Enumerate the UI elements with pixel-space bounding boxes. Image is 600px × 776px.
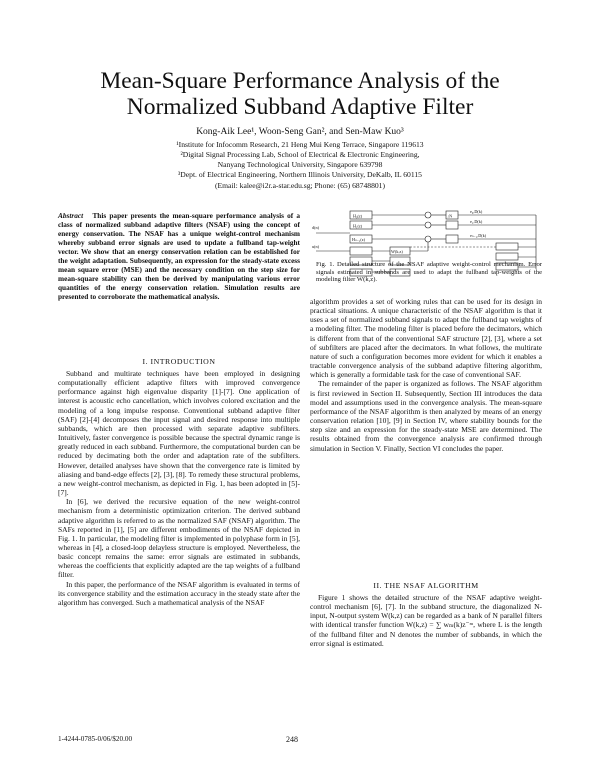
intro-paragraph: Subband and multirate techniques have been employed in designing computationally efficient adaptive filters with improved convergence performance against high eigenvalue disparity [1]-[7]. One application of interest is acoustic echo cancellation, which involves colored excitation and the modeling of a long impulse response. Conventional subband adaptive filter (SAF) [2]-[4] decomposes the input signal and desired response into multiple subbands, which are then processed with separate adaptive subfilters. Intuitively, faster convergence is possible because the spectral dynamic range is greatly reduced in each subband. Furthermore, the computational burden can be reduced by decimating both the order and adaptation rate of the subfilters. However, detailed analyses have shown that the convergence rate is limited by aliasing and band-edge effects [2], [3], [8]. To remedy these structural problems, a new weight-control mechanism, as depicted in Fig. 1, has been adopted in [5]-[7]. bbox=[58, 369, 300, 498]
section-2-body: Figure 1 shows the detailed structure of the NSAF adaptive weight-control mechanism [6], [7]. In the subband structure, the diagonalized N-input, N-output system W(k,z) can be regarded as a bank of N parallel filters with identical transfer function W(k,z) = ∑ wₘ(k)z⁻ᵐ, where L is the length of the fullband filter and N denotes the number of subbands, in which the error signal is estimated. bbox=[310, 593, 542, 648]
affiliation-2-cont: Nanyang Technological University, Singapore 639798 bbox=[217, 160, 383, 169]
introduction-body bbox=[58, 369, 300, 607]
label-h1: H₁(z) bbox=[353, 223, 363, 229]
affiliation-2: ²Digital Signal Processing Lab, School of Electrical & Electronic Engineering, bbox=[180, 150, 420, 159]
label-w: W(k,z) bbox=[391, 249, 403, 254]
copyright-code: 1-4244-0785-0/06/$20.00 bbox=[58, 735, 133, 743]
label-h0: H₀(z) bbox=[353, 213, 363, 219]
abstract bbox=[58, 211, 300, 301]
figure-1-caption: Fig. 1. Detailed structure of the NSAF adaptive weight-control mechanism. Error signals estimated in subbands are used to adapt the fullband tap-weights of the modeling filter W(k,z). bbox=[316, 261, 542, 284]
affiliation-1: ¹Institute for Infocomm Research, 21 Heng Mui Keng Terrace, Singapore 119613 bbox=[176, 140, 424, 149]
intro-paragraph: The remainder of the paper is organized as follows. The NSAF algorithm is first reviewed in Section II. Subsequently, Section III introduces the data model and assumptions used in the convergence analysis. The mean-square performance of the NSAF algorithm is then analyzed by means of an energy conservation relation [10], [9] in Section IV, where stability bounds for the step size and an expression for the steady-state MSE are determined. The results obtained from the convergence analysis are confirmed through simulation in Section V. Finally, Section VI concludes the paper. bbox=[310, 379, 542, 453]
intro-paragraph: In this paper, the performance of the NSAF algorithm is evaluated in terms of its convergence stability and the estimation accuracy in the steady state after the algorithm has converged. Such a mathematical analysis of the NSAF bbox=[58, 579, 300, 607]
section-2-heading: II. THE NSAF ALGORITHM bbox=[373, 581, 479, 590]
affiliation-3: ³Dept. of Electrical Engineering, Northern Illinois University, DeKalb, IL 60115 bbox=[178, 170, 422, 179]
contact-info: (Email: kalee@i2r.a-star.edu.sg; Phone: (65) 68748801) bbox=[214, 181, 385, 190]
right-column-body bbox=[310, 297, 542, 453]
label-e0: e₀,D(k) bbox=[470, 209, 483, 214]
label-decimator: ↓N bbox=[447, 213, 453, 219]
label-en: eₙ₋₁,D(k) bbox=[470, 233, 487, 238]
label-un: u(n) bbox=[312, 244, 319, 249]
author-list: Kong-Aik Lee¹, Woon-Seng Gan², and Sen-Maw Kuo³ bbox=[196, 127, 404, 137]
abstract-label: Abstract bbox=[58, 211, 84, 220]
paper-title-line-1: Mean-Square Performance Analysis of the bbox=[100, 68, 500, 94]
section-1-heading: I. INTRODUCTION bbox=[142, 357, 216, 366]
intro-paragraph: In [6], we derived the recursive equation of the new weight-control mechanism from a deterministic optimization criterion. The derived subband adaptive algorithm is referred to as the normalized SAF (NSAF) algorithm. The SAFs reported in [1], [5] are different embodiments of the NSAF depicted in Fig. 1. In particular, the modeling filter is implemented in polyphase form in [5], whereas in [4], a closed-loop delayless structure is employed. Nevertheless, the basic concept remains the same: error signals are estimated in subbands, whereas the coefficients that explicitly adapted are the tap weights of a fullband filter. bbox=[58, 497, 300, 580]
intro-paragraph: algorithm provides a set of working rules that can be used for its design in practical situations. A unique characteristic of the NSAF algorithm is that it uses a set of normalized subband signals to adapt the fullband tap weights of a modeling filter. The modeling filter is placed before the decimators, which is different from that of the conventional SAF structure [2], [3], where a set of subfilters are placed after the decimators. In what follows, the multirate nature of such a configuration becomes more evident for which it enables a tractable convergence analysis of the subband adaptive filtering algorithm, which is generally a formidable task for the case of conventional SAF. bbox=[310, 297, 542, 380]
abstract-text: This paper presents the mean-square performance analysis of a class of normalized subband adaptive filters (NSAF) using the concept of energy conservation. The NSAF has a unique weight-control mechanism whereby subband error signals are used to update a fullband tap-weight vector. We show that an energy conservation relation can be established for the weight adaptation. Subsequently, an expression for the steady-state excess mean square error (MSE) and the necessary condition on the step size for mean-square stability can then be derived by manipulating various error quantities of the energy conservation relation. Simulation results are presented to corroborate the mathematical analysis. bbox=[58, 211, 300, 301]
label-e1: e₁,D(k) bbox=[470, 219, 483, 224]
label-dn: d(n) bbox=[312, 225, 319, 230]
page-number: 248 bbox=[286, 735, 298, 744]
label-hn: Hₙ₋₁(z) bbox=[352, 237, 366, 242]
paper-title-line-2: Normalized Subband Adaptive Filter bbox=[126, 94, 474, 120]
